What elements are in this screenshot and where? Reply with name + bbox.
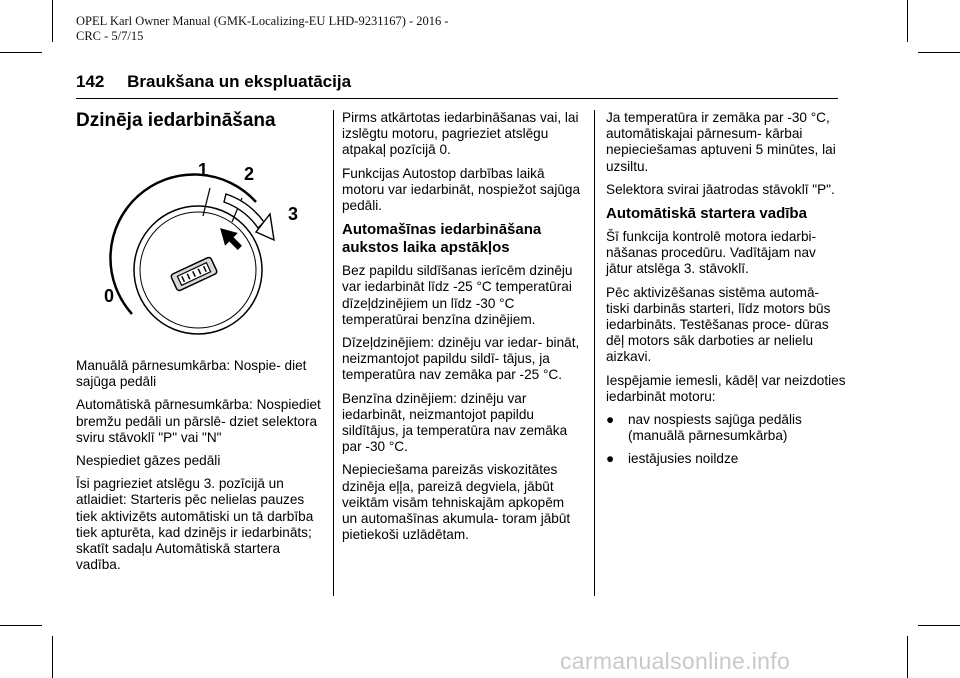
paragraph: Dīzeļdzinējiem: dzinēju var iedar- bināt, neizmantojot papildu sildī- tājus, ja temperatūra nav zemāka par -25 °C. bbox=[342, 335, 580, 383]
crop-mark bbox=[0, 625, 42, 626]
column-separator bbox=[594, 110, 595, 596]
document-meta bbox=[76, 14, 449, 44]
page-number: 142 bbox=[76, 72, 105, 91]
paragraph: Nespiediet gāzes pedāli bbox=[76, 453, 221, 469]
paragraph: Pēc aktivizēšanas sistēma automā- tiski darbinās starteri, līdz motors būs iedarbināts. Testēšanas proce- dūras dēļ motors sāk darboties ar nelielu aizkavi. bbox=[606, 284, 831, 365]
crop-mark bbox=[918, 52, 960, 53]
crop-mark bbox=[52, 636, 53, 678]
crop-mark bbox=[907, 0, 908, 42]
page-heading: Dzinēja iedarbināšana bbox=[76, 110, 276, 131]
position-label-2: 2 bbox=[244, 164, 255, 184]
header-rule bbox=[76, 98, 838, 99]
paragraph: Funkcijas Autostop darbības laikā motoru var iedarbināt, nospiežot sajūga pedāli. bbox=[342, 165, 581, 214]
crop-mark bbox=[907, 636, 908, 678]
paragraph: Benzīna dzinējiem: dzinēju var iedarbināt, neizmantojot papildu sildītājus, ja temperatūra nav zemāka par -30 °C. bbox=[342, 390, 568, 455]
paragraph: Nepieciešama pareizās viskozitātes dzinēja eļļa, pareizā degviela, jābūt veiktām visām tehniskajām apkopēm un automašīnas akumula- toram jābūt pietiekoši uzlādētam. bbox=[342, 462, 571, 543]
column-3 bbox=[606, 110, 846, 475]
list-item bbox=[606, 412, 846, 444]
list-item bbox=[606, 451, 846, 467]
position-label-1: 1 bbox=[198, 160, 209, 180]
column-2 bbox=[342, 110, 582, 550]
subheading-cold-start: Automašīnas iedarbināšana aukstos laika apstākļos bbox=[342, 221, 542, 257]
crop-mark bbox=[0, 52, 42, 53]
paragraph: Selektora svirai jāatrodas stāvoklī "P". bbox=[606, 181, 835, 197]
paragraph: Bez papildu sildīšanas ierīcēm dzinēju var iedarbināt līdz -25 °C temperatūrai dīzeļdzinējiem un līdz -30 °C temperatūrai benzīna dzinējiem. bbox=[342, 263, 573, 327]
paragraph: Manuālā pārnesumkārba: Nospie- diet sajūga pedāli bbox=[76, 358, 307, 390]
paragraph: Iespējamie iemesli, kādēļ var neizdoties iedarbināt motoru: bbox=[606, 372, 846, 404]
watermark: carmanualsonline.info bbox=[560, 648, 791, 674]
column-separator bbox=[333, 110, 334, 596]
ignition-key-figure bbox=[76, 146, 324, 336]
meta-line: CRC - 5/7/15 bbox=[76, 29, 144, 43]
list-item-text: nav nospiests sajūga pedālis (manuālā pārnesumkārba) bbox=[628, 412, 802, 444]
ignition-switch-illustration bbox=[76, 146, 324, 336]
paragraph: Ja temperatūra ir zemāka par -30 °C, automātiskajai pārnesum- kārbai nepieciešamas aptuveni 5 minūtes, lai uzsiltu. bbox=[606, 110, 836, 174]
paragraph: Īsi pagrieziet atslēgu 3. pozīcijā un atlaidiet: Starteris pēc nelielas pauzes tiek aktivizēts automātiski un tā darbība tiek apturēta, kad dzinējs ir iedarbināts; skatīt sadaļu Automātiskā startera vadība. bbox=[76, 476, 314, 573]
bullet-icon: ● bbox=[606, 412, 615, 428]
section-title: Braukšana un ekspluatācija bbox=[127, 72, 352, 91]
meta-line: OPEL Karl Owner Manual (GMK-Localizing-EU LHD-9231167) - 2016 - bbox=[76, 14, 449, 28]
paragraph: Pirms atkārtotas iedarbināšanas vai, lai izslēgtu motoru, pagrieziet atslēgu atpakaļ pozīcijā 0. bbox=[342, 110, 579, 158]
bullet-icon: ● bbox=[606, 451, 615, 467]
paragraph: Automātiskā pārnesumkārba: Nospiediet bremžu pedāli un pārslē- dziet selektora sviru stāvoklī "P" vai "N" bbox=[76, 397, 321, 445]
crop-mark bbox=[918, 625, 960, 626]
position-label-3: 3 bbox=[288, 204, 299, 224]
list-item-text: iestājusies noildze bbox=[628, 451, 739, 467]
running-header bbox=[76, 72, 351, 92]
position-label-0: 0 bbox=[104, 286, 115, 306]
crop-mark bbox=[52, 0, 53, 42]
subheading-auto-starter: Automātiskā startera vadība bbox=[606, 205, 807, 223]
paragraph: Šī funkcija kontrolē motora iedarbi- nāšanas procedūru. Vadītājam nav jātur atslēga 3. stāvoklī. bbox=[606, 229, 817, 277]
